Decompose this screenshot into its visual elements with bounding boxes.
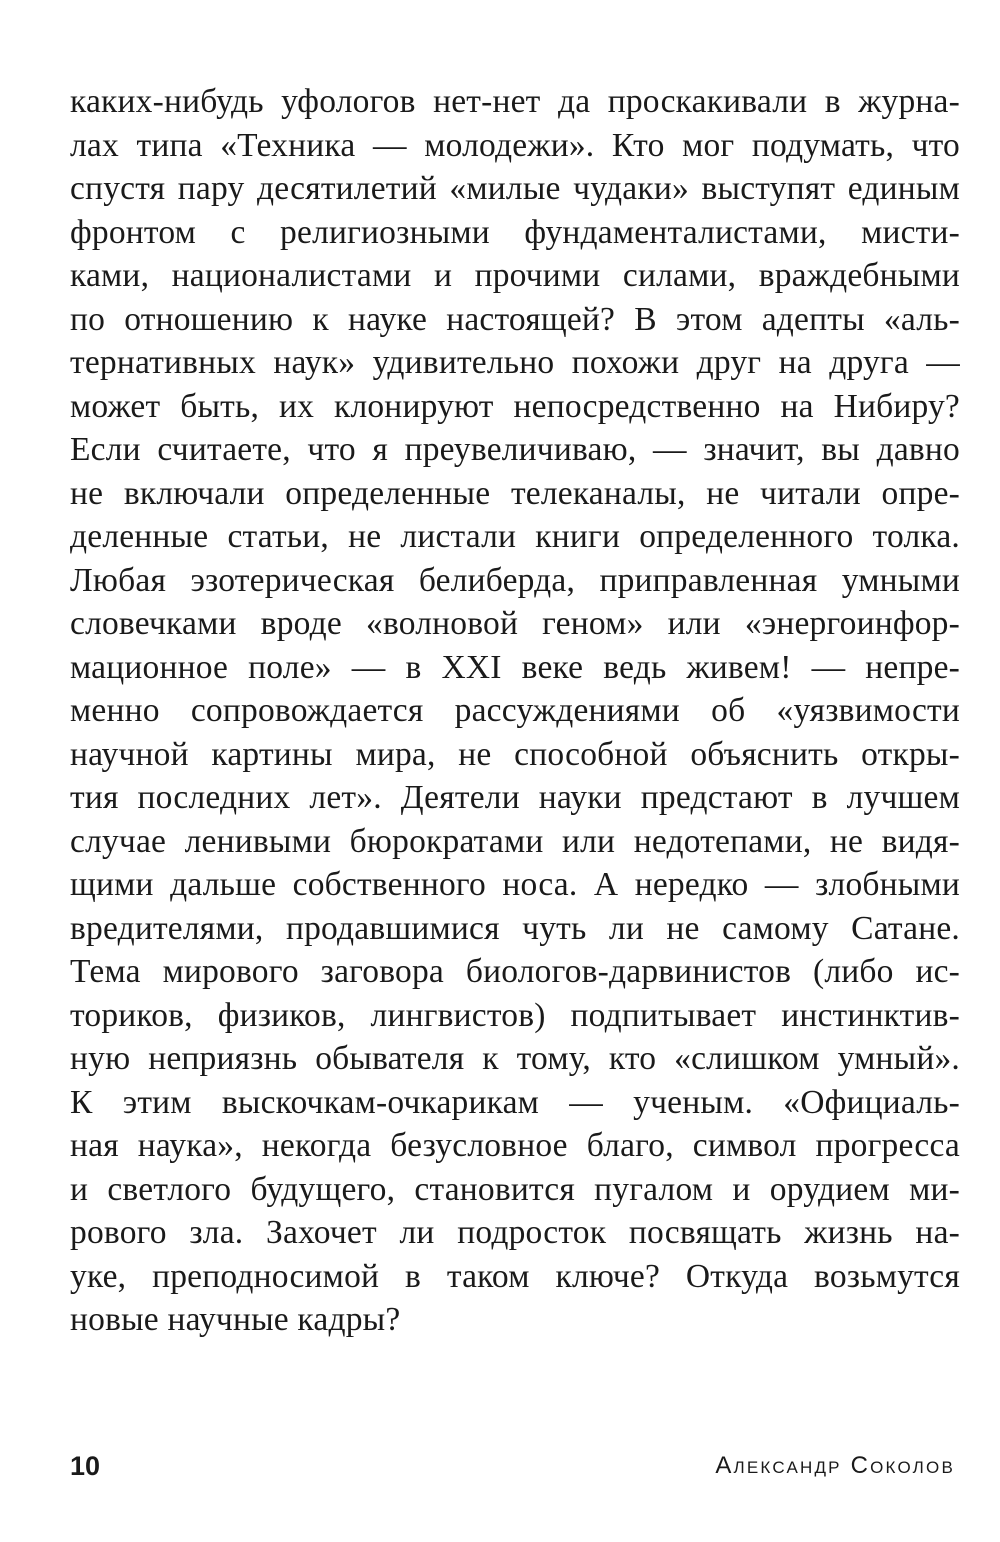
text-line: ную неприязнь обывателя к тому, кто «слишком умный». (70, 1040, 960, 1077)
text-line: не включали определенные телеканалы, не читали опре- (70, 474, 960, 512)
page-number: 10 (70, 1451, 101, 1481)
text-line: рового зла. Захочет ли подросток посвящать жизнь на- (70, 1214, 960, 1251)
text-line: может быть, их клонируют непосредственно на Нибиру? (70, 387, 960, 425)
text-line: новые научные кадры? (70, 1301, 401, 1338)
text-line: и светлого будущего, становится пугалом и орудием ми- (70, 1170, 960, 1208)
text-line: вредителями, продавшимися чуть ли не самому Сатане. (70, 909, 960, 947)
text-line: ками, националистами и прочими силами, враждебными (70, 257, 960, 294)
text-line: ториков, физиков, лингвистов) подпитывает инстинктив- (70, 996, 960, 1034)
text-line: деленные статьи, не листали книги определенного толка. (70, 518, 960, 555)
text-line: тернативных наук» удивительно похожи друг на друга — (70, 344, 960, 381)
text-line: лах типа «Техника — молодежи». Кто мог подумать, что (70, 126, 960, 164)
text-line: уке, преподносимой в таком ключе? Откуда возьмутся (70, 1257, 960, 1295)
text-line: мационное поле» — в XXI веке ведь живем! — непре- (70, 648, 960, 686)
text-line: фронтом с религиозными фундаменталистами, мисти- (70, 213, 960, 251)
body-text (70, 80, 960, 1342)
text-line: по отношению к науке настоящей? В этом адепты «аль- (70, 300, 960, 338)
text-line: К этим выскочкам-очкарикам — ученым. «Официаль- (70, 1083, 960, 1121)
text-line: спустя пару десятилетий «милые чудаки» выступят единым (70, 170, 960, 207)
text-line: научной картины мира, не способной объяснить откры- (70, 735, 960, 773)
text-line: щими дальше собственного носа. А нередко — злобными (70, 866, 960, 903)
text-line: каких-нибудь уфологов нет-нет да проскакивали в журна- (70, 83, 960, 120)
text-line: словечками вроде «волновой геном» или «энергоинфор- (70, 605, 960, 642)
running-head-author: Александр Соколов (715, 1452, 955, 1479)
text-line: ная наука», некогда безусловное благо, символ прогресса (70, 1127, 960, 1164)
text-line: случае ленивыми бюрократами или недотепами, не видя- (70, 822, 960, 860)
text-line: менно сопровождается рассуждениями об «уязвимости (70, 692, 960, 729)
text-line: Любая эзотерическая белиберда, приправленная умными (70, 561, 960, 599)
page-footer (70, 1450, 955, 1490)
text-line: Если считаете, что я преувеличиваю, — значит, вы давно (70, 431, 960, 468)
text-line: тия последних лет». Деятели науки предстают в лучшем (70, 779, 960, 816)
text-line: Тема мирового заговора биологов-дарвинистов (либо ис- (70, 953, 960, 990)
